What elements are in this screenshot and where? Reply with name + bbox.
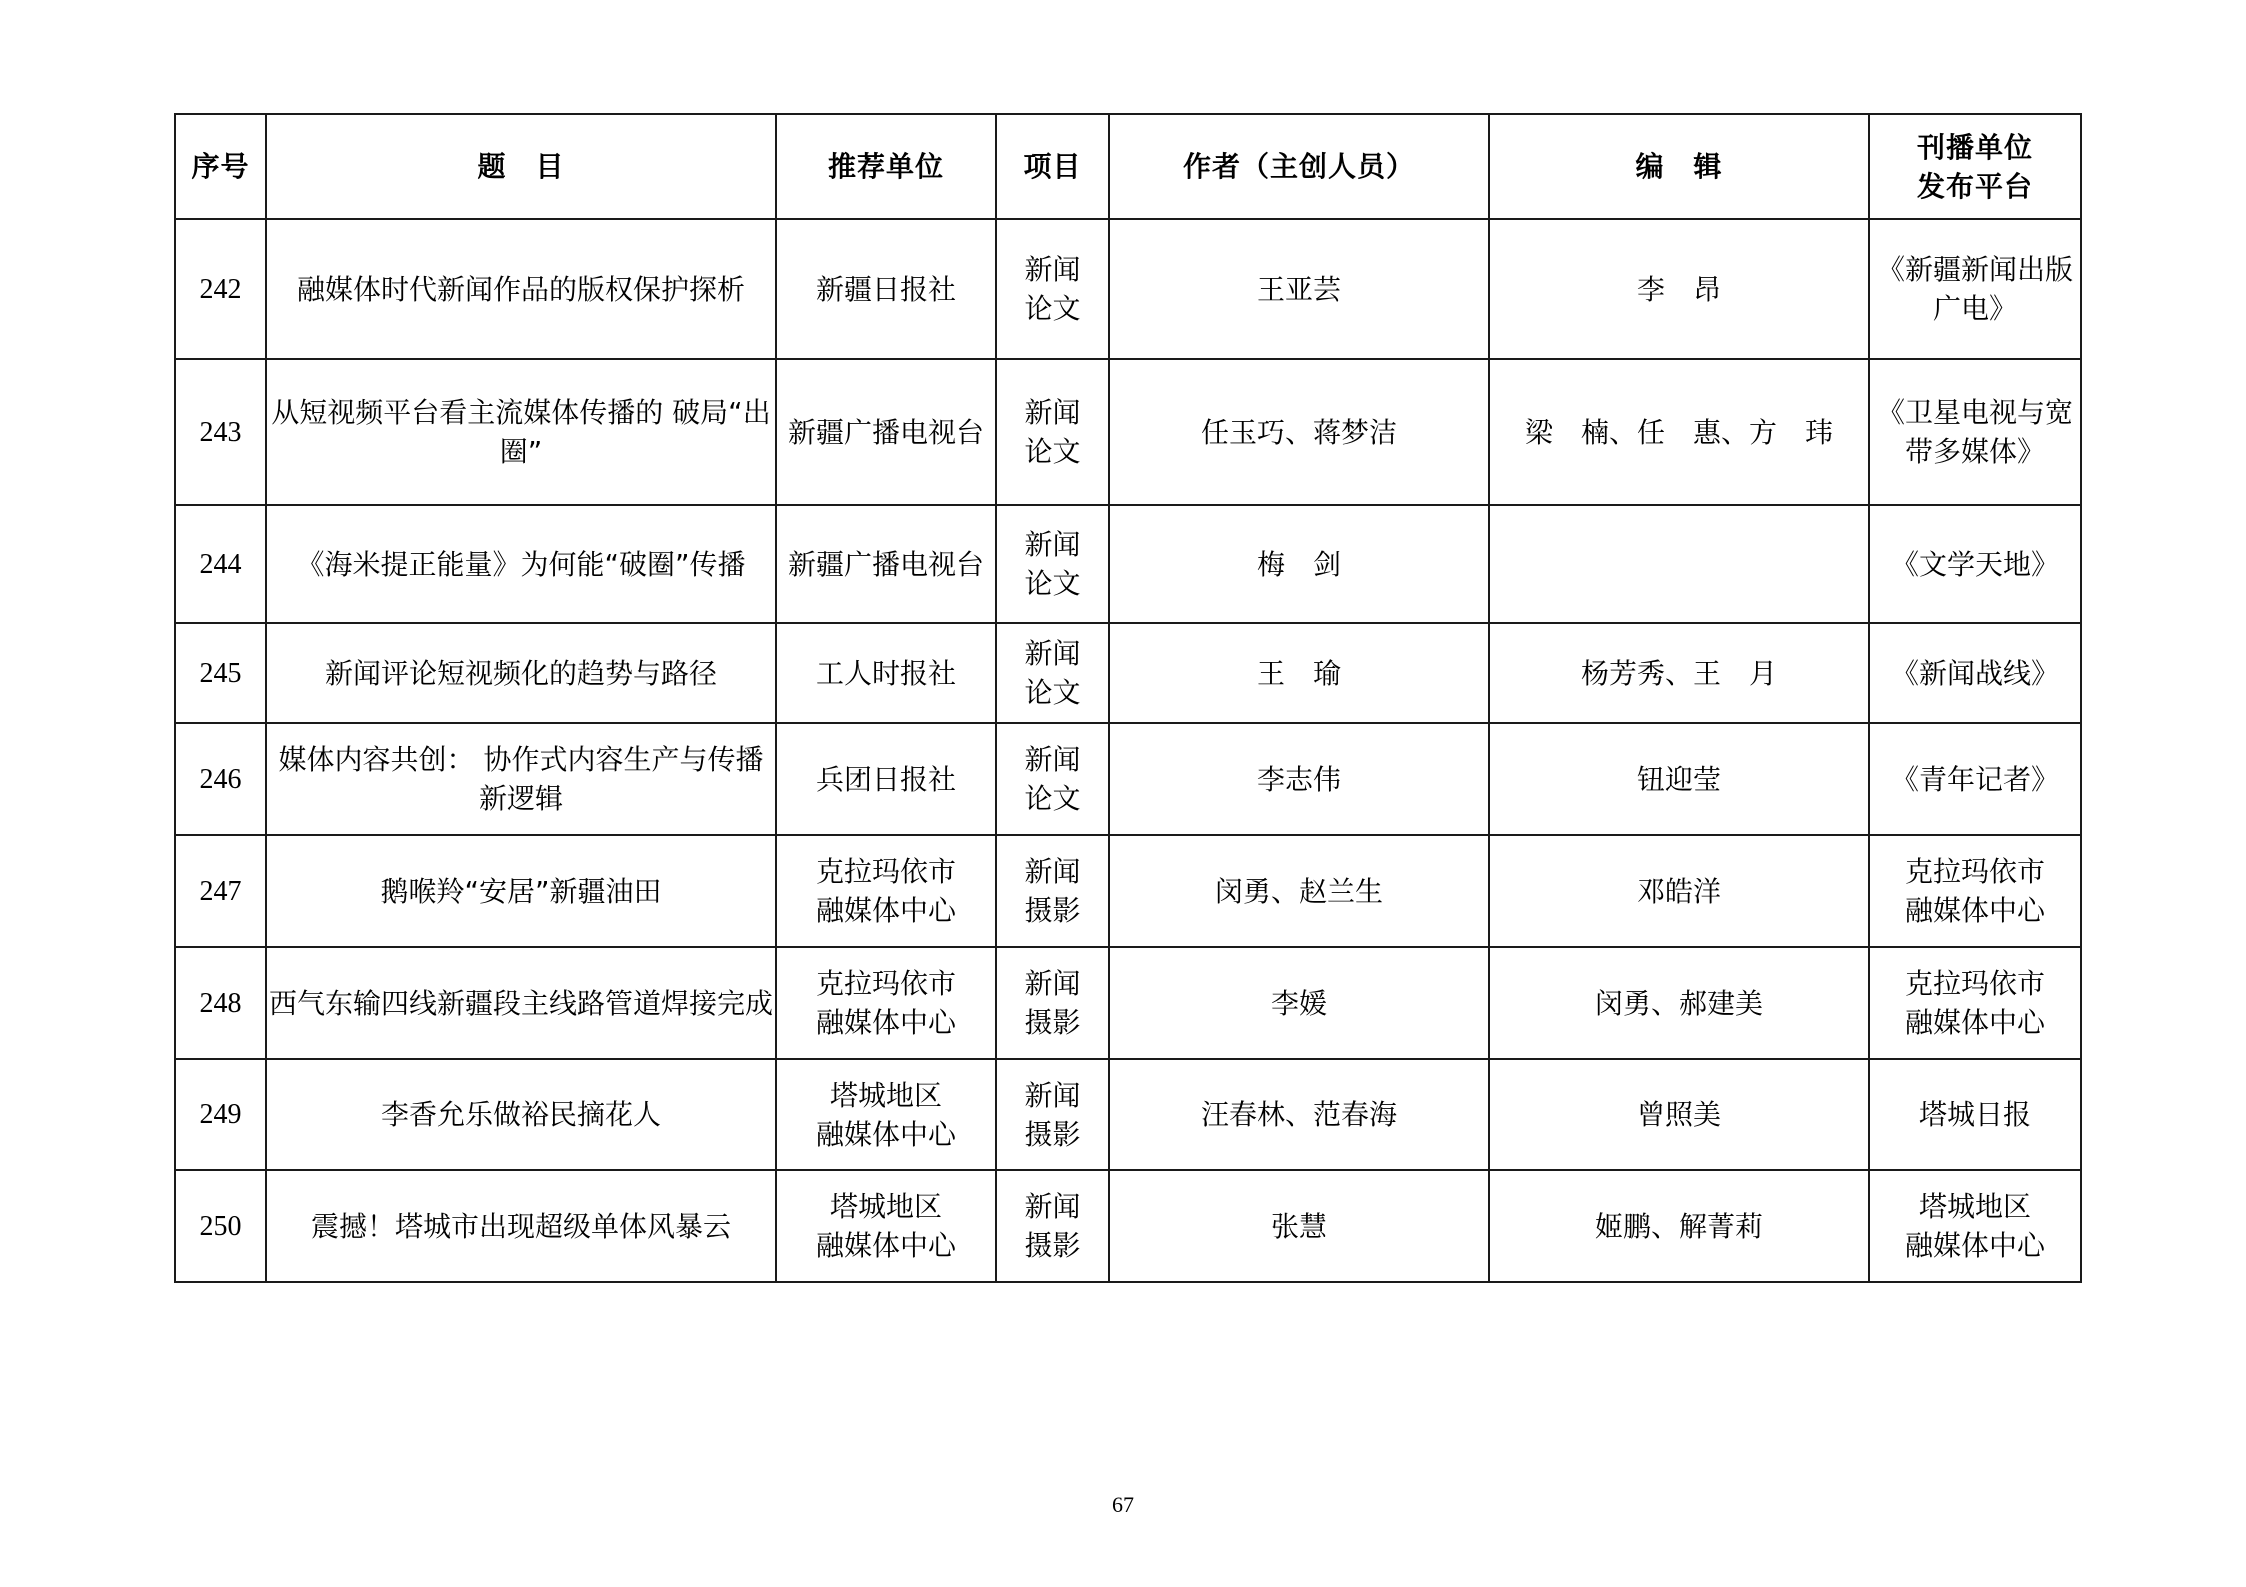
cell-unit: 克拉玛依市 融媒体中心 — [776, 947, 996, 1059]
cell-seq: 245 — [175, 623, 266, 723]
cell-publisher: 《青年记者》 — [1869, 723, 2081, 835]
cell-seq: 244 — [175, 505, 266, 623]
cell-editor: 姬鹏、解菁莉 — [1489, 1170, 1869, 1282]
cell-editor — [1489, 505, 1869, 623]
cell-publisher: 《新疆新闻出版 广电》 — [1869, 219, 2081, 359]
cell-title: 媒体内容共创： 协作式内容生产与传播新逻辑 — [266, 723, 776, 835]
cell-seq: 248 — [175, 947, 266, 1059]
table-row — [175, 359, 2081, 505]
cell-seq: 250 — [175, 1170, 266, 1282]
header-title: 题 目 — [266, 114, 776, 219]
cell-editor: 李 昂 — [1489, 219, 1869, 359]
cell-unit: 新疆日报社 — [776, 219, 996, 359]
table-row — [175, 947, 2081, 1059]
header-seq: 序号 — [175, 114, 266, 219]
cell-editor: 杨芳秀、王 月 — [1489, 623, 1869, 723]
cell-publisher: 塔城地区 融媒体中心 — [1869, 1170, 2081, 1282]
cell-seq: 247 — [175, 835, 266, 947]
cell-author: 王 瑜 — [1109, 623, 1489, 723]
cell-title: 西气东输四线新疆段主线路管道焊接完成 — [266, 947, 776, 1059]
cell-publisher: 《新闻战线》 — [1869, 623, 2081, 723]
table-row — [175, 1059, 2081, 1170]
cell-unit: 新疆广播电视台 — [776, 505, 996, 623]
cell-unit: 工人时报社 — [776, 623, 996, 723]
cell-publisher: 《文学天地》 — [1869, 505, 2081, 623]
cell-item: 新闻 摄影 — [996, 947, 1109, 1059]
header-author: 作者（主创人员） — [1109, 114, 1489, 219]
cell-item: 新闻 论文 — [996, 219, 1109, 359]
cell-unit: 兵团日报社 — [776, 723, 996, 835]
cell-publisher: 克拉玛依市 融媒体中心 — [1869, 835, 2081, 947]
table-row — [175, 219, 2081, 359]
cell-item: 新闻 摄影 — [996, 835, 1109, 947]
header-publisher-line: 刊播单位 — [1916, 130, 2033, 164]
cell-seq: 249 — [175, 1059, 266, 1170]
cell-author: 王亚芸 — [1109, 219, 1489, 359]
cell-item: 新闻 论文 — [996, 505, 1109, 623]
table-row — [175, 835, 2081, 947]
table-row — [175, 1170, 2081, 1282]
cell-seq: 242 — [175, 219, 266, 359]
cell-seq: 243 — [175, 359, 266, 505]
cell-item: 新闻 摄影 — [996, 1170, 1109, 1282]
header-publisher-line: 发布平台 — [1916, 169, 2033, 203]
header-editor: 编 辑 — [1489, 114, 1869, 219]
cell-author: 李媛 — [1109, 947, 1489, 1059]
cell-editor: 曾照美 — [1489, 1059, 1869, 1170]
cell-publisher: 《卫星电视与宽 带多媒体》 — [1869, 359, 2081, 505]
cell-author: 闵勇、赵兰生 — [1109, 835, 1489, 947]
header-item: 项目 — [996, 114, 1109, 219]
cell-title: 李香允乐做裕民摘花人 — [266, 1059, 776, 1170]
cell-item: 新闻 论文 — [996, 623, 1109, 723]
cell-unit: 塔城地区 融媒体中心 — [776, 1059, 996, 1170]
cell-author: 张慧 — [1109, 1170, 1489, 1282]
cell-item: 新闻 论文 — [996, 359, 1109, 505]
table-row — [175, 623, 2081, 723]
header-unit: 推荐单位 — [776, 114, 996, 219]
cell-title: 鹅喉羚“安居”新疆油田 — [266, 835, 776, 947]
cell-item: 新闻 论文 — [996, 723, 1109, 835]
cell-author: 李志伟 — [1109, 723, 1489, 835]
header-publisher — [1869, 114, 2081, 219]
cell-unit: 新疆广播电视台 — [776, 359, 996, 505]
page-number: 67 — [1112, 1492, 1134, 1517]
cell-item: 新闻 摄影 — [996, 1059, 1109, 1170]
cell-title: 震撼！塔城市出现超级单体风暴云 — [266, 1170, 776, 1282]
cell-author: 梅 剑 — [1109, 505, 1489, 623]
cell-author: 汪春林、范春海 — [1109, 1059, 1489, 1170]
cell-seq: 246 — [175, 723, 266, 835]
cell-title: 《海米提正能量》为何能“破圈”传播 — [266, 505, 776, 623]
table-row — [175, 505, 2081, 623]
cell-publisher: 塔城日报 — [1869, 1059, 2081, 1170]
cell-publisher: 克拉玛依市 融媒体中心 — [1869, 947, 2081, 1059]
cell-title: 新闻评论短视频化的趋势与路径 — [266, 623, 776, 723]
cell-editor: 闵勇、郝建美 — [1489, 947, 1869, 1059]
cell-editor: 邓皓洋 — [1489, 835, 1869, 947]
cell-editor: 梁 楠、任 惠、方 玮 — [1489, 359, 1869, 505]
cell-editor: 钮迎莹 — [1489, 723, 1869, 835]
cell-unit: 克拉玛依市 融媒体中心 — [776, 835, 996, 947]
cell-title: 从短视频平台看主流媒体传播的 破局“出圈” — [266, 359, 776, 505]
awards-table — [174, 113, 2082, 1283]
table-header-row — [175, 114, 2081, 219]
cell-unit: 塔城地区 融媒体中心 — [776, 1170, 996, 1282]
cell-author: 任玉巧、蒋梦洁 — [1109, 359, 1489, 505]
cell-title: 融媒体时代新闻作品的版权保护探析 — [266, 219, 776, 359]
table-row — [175, 723, 2081, 835]
